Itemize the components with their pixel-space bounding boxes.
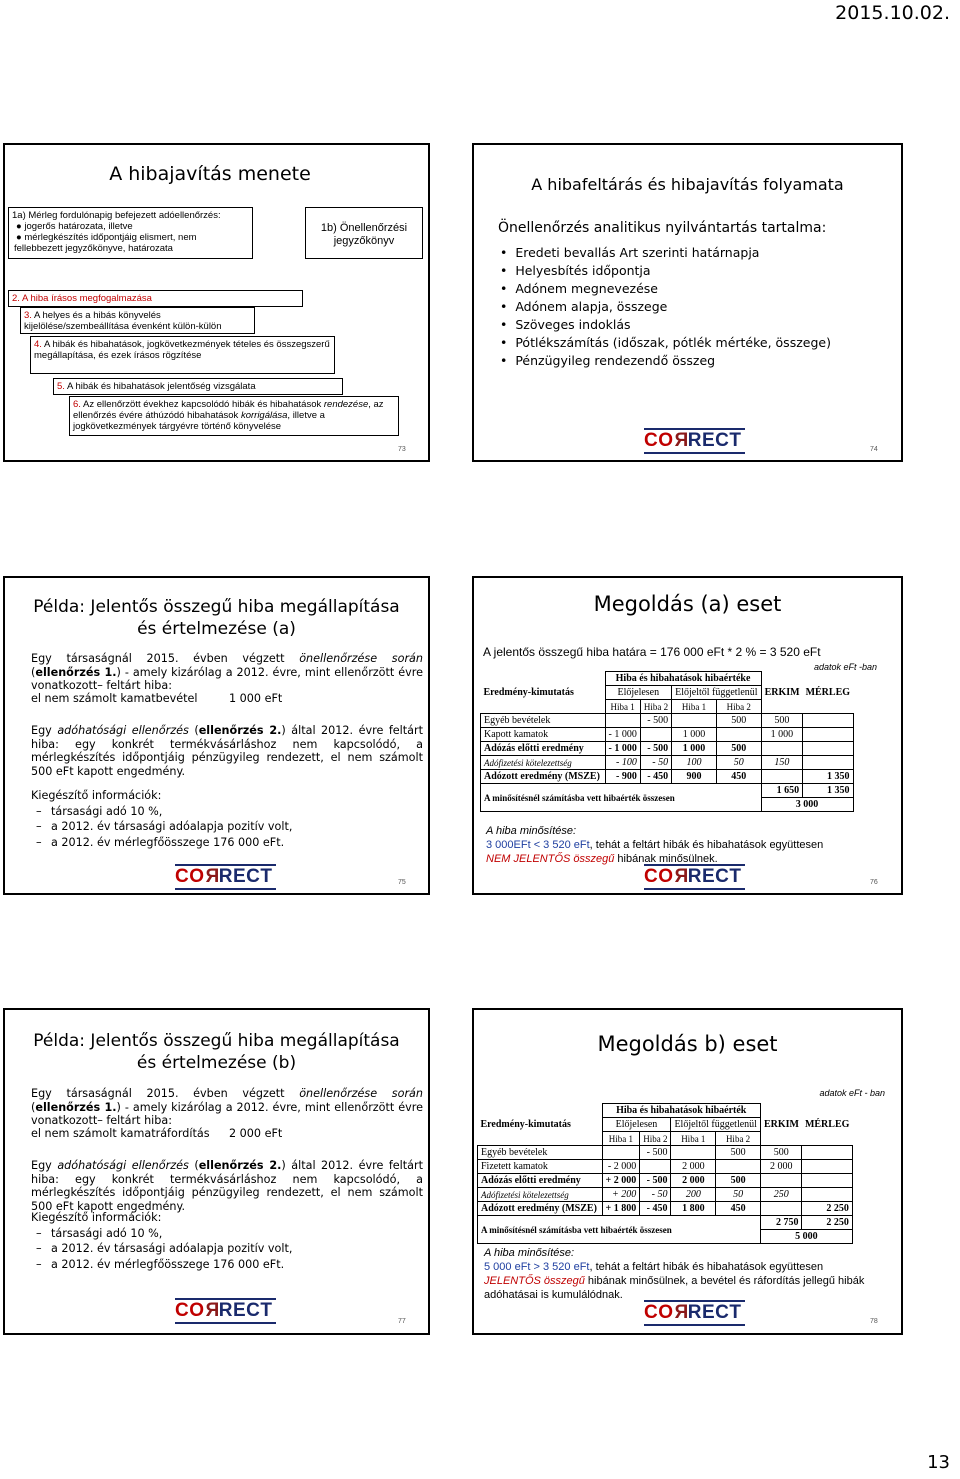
table-row: 3 000 — [481, 798, 854, 812]
col-header: Hiba 1 — [672, 700, 717, 714]
table-row: A minősítésnél számításba vett hibaérték összesen 2 750 2 250 — [478, 1216, 853, 1230]
bullet-item: • Eredeti bevallás Art szerinti határnapja — [500, 245, 760, 260]
table-row: Adófizetési kötelezettség - 100 - 50 100 50 150 — [481, 756, 854, 770]
col-header: ERKIM — [763, 1118, 799, 1130]
header-date: 2015.10.02. — [835, 2, 950, 24]
unit-note: adatok eFt - ban — [819, 1088, 885, 1098]
col-header: Előjeltől függetlenül — [672, 686, 761, 700]
slide-75-p3: Egy adóhatósági ellenőrzés (ellenőrzés 2.) által 2012. évre feltárt hiba: egy konkrét termékvásárláshoz nem kapcsolódó, a mérlegkészítés időpontjáig pénzügyileg rendezett, el nem számolt 500 eFt kapott engedmény. — [31, 724, 424, 778]
col-header: Hiba 1 — [671, 1132, 716, 1146]
slide-77-p3: Egy adóhatósági ellenőrzés (ellenőrzés 2.) által 2012. évre feltárt hiba: egy konkrét termékvásárláshoz nem kapcsolódó, a mérlegkészítés időpontjáig pénzügyileg rendezett, el nem számolt 500 eFt kapott engedmény. — [31, 1159, 424, 1213]
correct-logo: CORRECT — [175, 1300, 272, 1322]
table-row: 5 000 — [478, 1230, 853, 1244]
col-header: Eredmény-kimutatás — [480, 1118, 571, 1130]
slide-73-title: A hibajavítás menete — [109, 163, 311, 185]
table-row: Egyéb bevételek - 500 500 500 — [478, 1146, 853, 1160]
slide-number: 77 — [398, 1318, 406, 1325]
slide-73 — [3, 143, 430, 462]
slide-75-title: Példa: Jelentős összegű hiba megállapítása és értelmezése (a) — [33, 597, 400, 639]
col-header: Előjelesen — [605, 686, 672, 700]
box-1a-tail: fellebbezett jegyzőkönyve, határozata — [14, 243, 173, 254]
slide-77-title: Példa: Jelentős összegű hiba megállapítása és értelmezése (b) — [33, 1031, 400, 1073]
slide-number: 75 — [398, 879, 406, 886]
page-number: 13 — [927, 1452, 950, 1473]
slide-78 — [472, 1008, 903, 1335]
table-row: Adózás előtti eredmény + 2 000 - 500 2 000 500 — [478, 1174, 853, 1188]
slide-77-p1: Egy társaságnál 2015. évben végzett önellenőrzése során (ellenőrzés 1.) - amely kizárólag a 2012. évre, mint ellenőrzött évre vonatkozott– feltárt hiba: — [31, 1087, 424, 1127]
slide-74 — [472, 143, 903, 462]
box-2: 2. A hiba írásos megfogalmazása — [8, 290, 303, 307]
box-1a — [8, 207, 253, 259]
solution-table-b — [477, 1103, 853, 1244]
bullet-item: • Pótlékszámítás (időszak, pótlék mértéke, összege) — [500, 335, 831, 350]
table-row: Fizetett kamatok - 2 000 2 000 2 000 — [478, 1160, 853, 1174]
slide-number: 74 — [870, 446, 878, 453]
table-row: Adózott eredmény (MSZE) - 900 - 450 900 450 1 350 — [481, 770, 854, 784]
box-3: 3. A helyes és a hibás könyvelés kijelölése/szembeállítása évenként külön-külön — [20, 307, 255, 334]
table-row: Adófizetési kötelezettség + 200 - 50 200 50 250 — [478, 1188, 853, 1202]
unit-note: adatok eFt -ban — [813, 662, 877, 672]
col-header: Hiba 2 — [716, 700, 761, 714]
table-row: Adózott eredmény (MSZE) + 1 800 - 450 1 800 450 2 250 — [478, 1202, 853, 1216]
table-row: Kapott kamatok - 1 000 1 000 1 000 — [481, 728, 854, 742]
correct-logo: CORRECT — [644, 430, 741, 452]
col-header: ERKIM — [764, 686, 800, 698]
slide-75-p2: el nem számolt kamatbevétel 1 000 eFt — [31, 692, 283, 705]
slide-77 — [3, 1008, 430, 1335]
box-1a-item: ● mérlegkészítés időpontjáig elismert, nem — [16, 232, 197, 243]
box-5: 5. A hibák és hibahatások jelentőség vizsgálata — [53, 378, 343, 395]
box-1a-item: ● jogerős határozata, illetve — [16, 221, 133, 232]
col-header: Előjelesen — [602, 1118, 671, 1132]
slide-78-title: Megoldás b) eset — [597, 1032, 778, 1056]
slide-76 — [472, 576, 903, 895]
box-1a-title: 1a) Mérleg fordulónapig befejezett adóellenőrzés: — [12, 210, 221, 221]
col-header: Hiba 2 — [640, 1132, 671, 1146]
slide-75-extra: Kiegészítő információk: – társasági adó 10 %, – a 2012. év társasági adóalapja pozitív volt, – a 2012. év mérlegfőösszege 176 000 eFt. — [31, 788, 423, 850]
slide-77-extra: Kiegészítő információk: – társasági adó 10 %, – a 2012. év társasági adóalapja pozitív volt, – a 2012. év mérlegfőösszege 176 000 eFt. — [31, 1210, 423, 1272]
table-row: A minősítésnél számításba vett hibaérték összesen 1 650 1 350 — [481, 784, 854, 798]
col-header: Hiba 2 — [640, 700, 671, 714]
correct-logo: CORRECT — [644, 866, 741, 888]
slide-number: 78 — [870, 1318, 878, 1325]
bullet-list — [484, 245, 831, 371]
box-4: 4. A hibák és hibahatások, jogkövetkezmények tételes és összegszerű megállapítása, és ezek írásos rögzítése — [30, 336, 335, 374]
col-header: Hiba és hibahatások hibaérték — [602, 1104, 760, 1118]
qualification: A hiba minősítése: 3 000EFt < 3 520 eFt, tehát a feltárt hibák és hibahatások együttesen NEM JELENTŐS összegű hibának minősülnek. — [486, 825, 824, 865]
slide-number: 76 — [870, 879, 878, 886]
bullet-item: • Helyesbítés időpontja — [500, 263, 651, 278]
bullet-item: • Pénzügyileg rendezendő összeg — [500, 353, 716, 368]
solution-table-a — [480, 671, 854, 812]
bullet-item: • Adónem alapja, összege — [500, 299, 668, 314]
slide-74-subtitle: Önellenőrzés analitikus nyilvántartás tartalma: — [498, 220, 827, 236]
slide-77-p2: el nem számolt kamatráfordítás 2 000 eFt — [31, 1127, 283, 1140]
slide-75 — [3, 576, 430, 895]
col-header: MÉRLEG — [804, 1118, 850, 1130]
col-header: Hiba 1 — [602, 1132, 640, 1146]
col-header: Hiba 1 — [605, 700, 640, 714]
slide-75-p1: Egy társaságnál 2015. évben végzett önellenőrzése során (ellenőrzés 1.) - amely kizárólag a 2012. évre, mint ellenőrzött évre vonatkozott– feltárt hiba: — [31, 652, 424, 692]
correct-logo: CORRECT — [175, 866, 272, 888]
col-header: Hiba 2 — [716, 1132, 761, 1146]
slide-76-title: Megoldás (a) eset — [593, 592, 782, 616]
threshold-text: A jelentős összegű hiba határa = 176 000 eFt * 2 % = 3 520 eFt — [483, 645, 821, 659]
slide-74-title: A hibafeltárás és hibajavítás folyamata — [531, 175, 844, 194]
bullet-item: • Adónem megnevezése — [500, 281, 658, 296]
col-header: Hiba és hibahatások hibaértéke — [605, 672, 761, 686]
col-header: Eredmény-kimutatás — [483, 686, 574, 698]
qualification: A hiba minősítése: 5 000 eFt > 3 520 eFt, tehát a feltárt hibák és hibahatások együttesen JELENTŐS összegű hibának minősülnek, a bevétel és ráfordítás jellegű hibák adóhatásai is kumulálódnak. — [484, 1247, 865, 1301]
box-6: 6. Az ellenőrzött évekhez kapcsolódó hibák és hibahatások rendezése, az ellenőrzés évére áthúzódó hibahatások korrigálása, illetve a jogkövetkezmények tárgyévre történő könyvelése — [69, 396, 399, 436]
bullet-item: • Szöveges indoklás — [500, 317, 631, 332]
box-1b: 1b) Önellenőrzési jegyzőkönyv — [305, 207, 423, 259]
col-header: Előjeltől függetlenül — [671, 1118, 760, 1132]
slide-number: 73 — [398, 446, 406, 453]
table-row: Adózás előtti eredmény - 1 000 - 500 1 000 500 — [481, 742, 854, 756]
col-header: MÉRLEG — [805, 686, 851, 698]
correct-logo: CORRECT — [644, 1302, 741, 1324]
table-row: Egyéb bevételek - 500 500 500 — [481, 714, 854, 728]
